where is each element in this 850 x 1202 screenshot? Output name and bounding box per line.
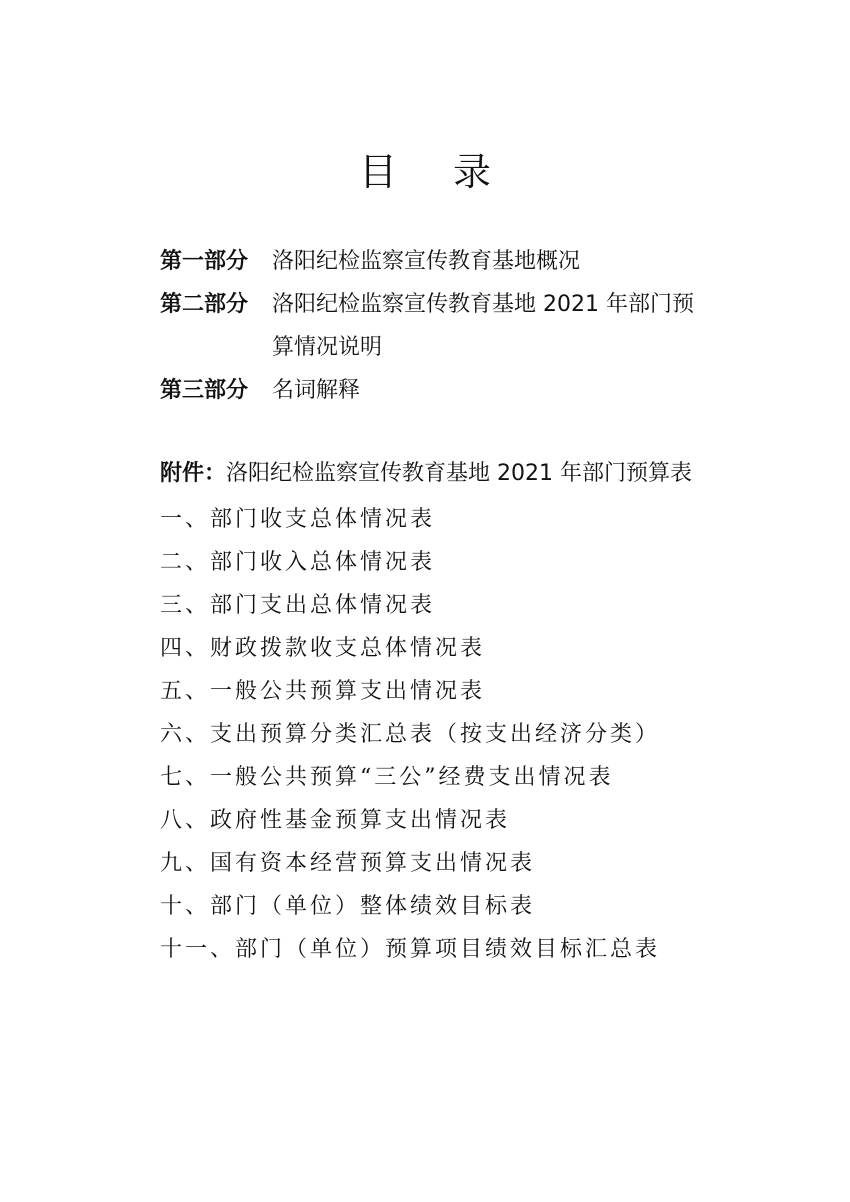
part-two xyxy=(160,283,694,327)
part-three-label: 第三部分 xyxy=(160,378,249,403)
list-item: 五、一般公共预算支出情况表 xyxy=(160,679,486,704)
part-one-label: 第一部分 xyxy=(160,249,249,274)
part-three-text: 名词解释 xyxy=(272,378,361,403)
attachment-heading xyxy=(160,452,692,496)
list-item: 七、一般公共预算“三公”经费支出情况表 xyxy=(160,765,614,790)
part-two-text: 洛阳纪检监察宣传教育基地 2021 年部门预 xyxy=(272,292,694,317)
list-item: 八、政府性基金预算支出情况表 xyxy=(160,808,511,833)
list-item: 十一、部门（单位）预算项目绩效目标汇总表 xyxy=(160,937,661,962)
list-item: 十、部门（单位）整体绩效目标表 xyxy=(160,894,536,919)
list-item: 一、部门收支总体情况表 xyxy=(160,507,436,532)
part-three xyxy=(160,369,360,413)
part-one-text: 洛阳纪检监察宣传教育基地概况 xyxy=(272,249,581,274)
list-item: 六、支出预算分类汇总表（按支出经济分类） xyxy=(160,722,661,747)
table-list xyxy=(160,498,660,971)
page-title: 目 录 xyxy=(358,150,514,194)
part-two-continuation: 算情况说明 xyxy=(272,335,383,360)
part-one xyxy=(160,240,580,284)
list-item: 四、财政拨款收支总体情况表 xyxy=(160,636,486,661)
list-item: 二、部门收入总体情况表 xyxy=(160,550,436,575)
attachment-text: 洛阳纪检监察宣传教育基地 2021 年部门预算表 xyxy=(226,461,692,486)
attachment-label: 附件： xyxy=(160,461,227,486)
part-two-label: 第二部分 xyxy=(160,292,249,317)
list-item: 九、国有资本经营预算支出情况表 xyxy=(160,851,536,876)
list-item: 三、部门支出总体情况表 xyxy=(160,593,436,618)
